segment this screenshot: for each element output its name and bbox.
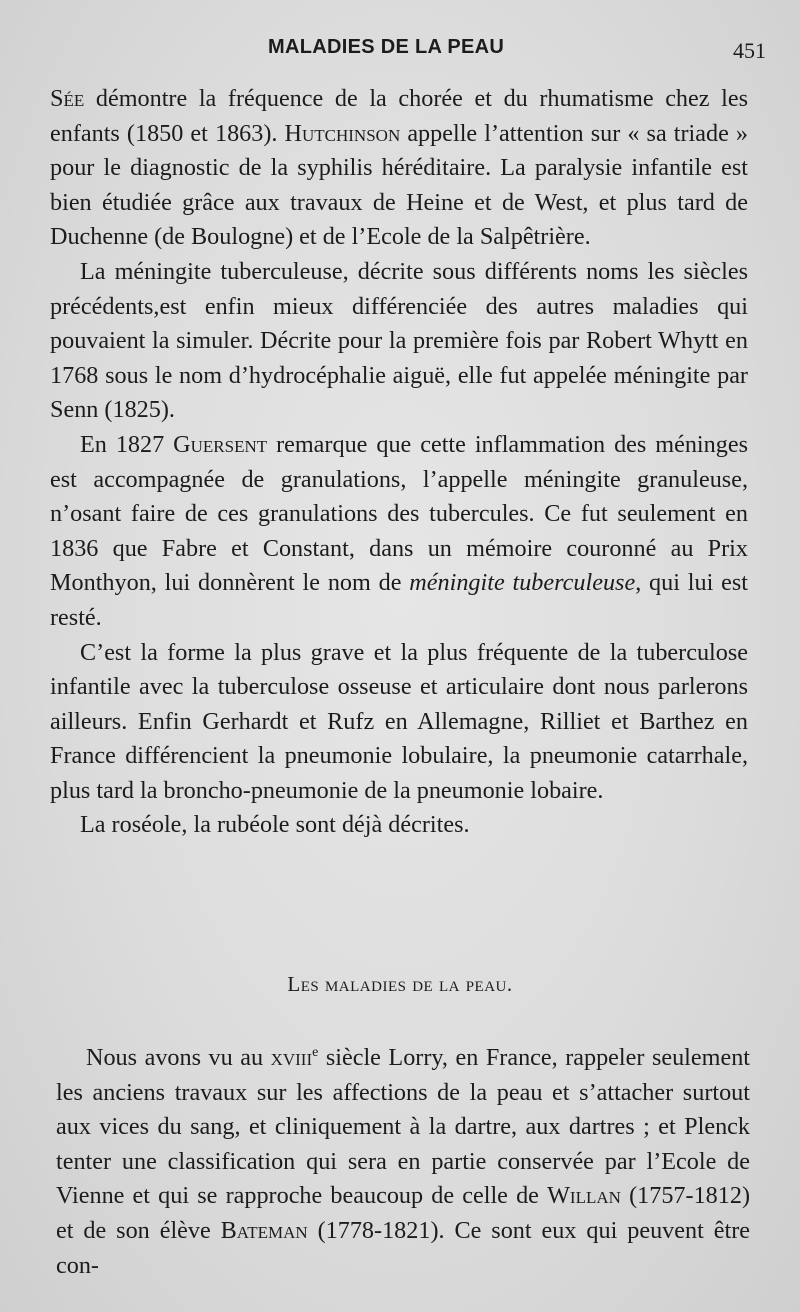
author-name-guersent: Guersent [173,430,268,458]
paragraph-guersent [50,428,748,636]
paragraph-text: (1757-1812) et de son élève [56,1182,751,1245]
paragraph-lorry [56,1036,750,1283]
century-suffix: e [312,1045,319,1060]
page-number: 451 [733,38,766,63]
paragraph-text: appelle l’attention sur « sa triade » pour le diagnostic de la syphilis héréditaire. La paralysie infantile est bien étudiée grâce aux travaux de Heine et de West, et plus tard de Duchenne (de Boulogne) et de l’Ecole de la Salpêtrière. [50,119,748,251]
running-title: MALADIES DE LA PEAU [268,36,505,58]
author-name-bateman: Bateman [220,1217,308,1245]
paragraph-text: (1778-1821). Ce sont eux qui peuvent être con- [56,1217,751,1279]
section-text [56,1036,750,1283]
italic-term: méningite tuberculeuse [409,569,636,597]
author-name-hutchinson: Hutchinson [284,119,401,147]
paragraph-text: Nous avons vu au [86,1044,271,1072]
section-heading: Les maladies de la peau. [287,972,513,996]
paragraph-roseole: La roséole, la rubéole sont déjà décrites. [80,811,470,839]
century-numeral: xviii [270,1044,313,1072]
paragraph-text: siècle Lorry, en France, rappeler seulement les anciens travaux sur les affections de la peau et s’attacher surtout aux vices du sang, et cliniquement à la dartre, aux dartres ; et Plenck tenter une classification qui sera en partie conservée par l’Ecole de Vienne et qui se rapproche beaucoup de celle de [56,1044,751,1210]
paragraph-tuberculose: C’est la forme la plus grave et la plus fréquente de la tuberculose infantile avec la tuberculose osseuse et articulaire dont nous parlerons ailleurs. Enfin Gerhardt et Rufz en Allemagne, Rilliet et Barthez en France différencient la pneumonie lobulaire, la pneumonie catarrhale, plus tard la broncho-pneumonie de la pneumonie lobaire. [50,638,748,804]
paragraph-meningite: La méningite tuberculeuse, décrite sous différents noms les siècles précédents,est enfin mieux différenciée des autres maladies qui pouvaient la simuler. Décrite pour la première fois par Robert Whytt en 1768 sous le nom d’hydrocéphalie aiguë, elle fut appelée méningite par Senn (1825). [50,257,748,424]
paragraph-text: , qui lui est resté. [50,569,749,631]
paragraph-text: remarque que cette inflammation des méninges est accompagnée de granulations, l’appelle méningite granuleuse, n’osant faire de ces granulations des tubercules. Ce fut seulement en 1836 que Fabre et Constant, dans un mémoire couronné au Prix Monthyon, lui donnèrent le nom de [50,430,748,597]
author-name-willan: Willan [547,1182,621,1210]
main-text [50,82,748,843]
author-name-see: Sée [50,85,85,112]
paragraph-text: démontre la fréquence de la chorée et du rhumatisme chez les enfants (1850 et 1863). [50,85,748,147]
paragraph-see-hutchinson [50,82,748,255]
paragraph-text: En 1827 [80,430,174,458]
running-head [0,36,800,66]
